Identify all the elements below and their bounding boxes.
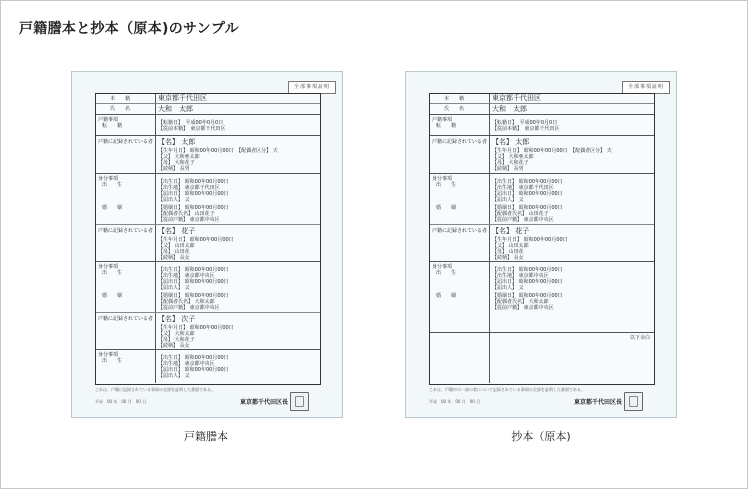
event-field: 【従前戸籍】 東京都中央区 <box>158 305 220 311</box>
event-field: 【婚姻日】 昭和00年00月00日 <box>158 293 229 299</box>
honseki-row <box>96 94 320 104</box>
certification-note: これは、戸籍に記録されている事項の全部を証明した書面である。 <box>95 387 215 392</box>
mibun-label: 身分事項 <box>98 352 119 358</box>
person1-field: 【生年月日】 昭和00年00月00日 【配偶者区分】 夫 <box>158 148 278 154</box>
person1-field: 【母】 大和花子 <box>158 160 195 166</box>
register-table <box>429 93 655 385</box>
caption-tohon: 戸籍謄本 <box>184 430 228 443</box>
person2-field: 【父】 山田太郎 <box>158 243 195 249</box>
person1-field: 【続柄】 長男 <box>492 166 524 172</box>
konin-label: 婚 姻 <box>102 205 123 211</box>
koseki-tohon-document <box>71 71 343 418</box>
event-field: 【従前戸籍】 東京都中央区 <box>158 217 220 223</box>
mibun-label: 身分事項 <box>432 264 453 270</box>
event-field: 【婚姻日】 昭和00年00月00日 <box>492 205 563 211</box>
event-field: 【従前戸籍】 東京都中央区 <box>492 305 554 311</box>
shussei-label: 出 生 <box>436 182 457 188</box>
event-field: 【出生地】 東京都中央区 <box>492 273 549 279</box>
mibun-label: 身分事項 <box>432 176 453 182</box>
honseki-row <box>430 94 654 104</box>
issue-date: 平成 00 年 00 月 00 日 <box>95 399 147 404</box>
certification-note: これは、戸籍中の一部の者について記録されている事項の全部を証明した書面である。 <box>429 387 585 392</box>
event-field: 【届出人】 父 <box>492 197 524 203</box>
person3-field: 【生年月日】 昭和00年00月00日 <box>158 325 234 331</box>
person2-field: 【母】 山田花 <box>158 249 190 255</box>
tenseki-label: 転 籍 <box>102 123 123 129</box>
person2-field: 【父】 山田太郎 <box>492 243 529 249</box>
certificate-stamp: 全部事項証明 <box>288 81 336 94</box>
event-field: 【配偶者氏名】 山田花子 <box>158 211 215 217</box>
konin-label: 婚 姻 <box>436 293 457 299</box>
person1-field: 【生年月日】 昭和00年00月00日 【配偶者区分】 夫 <box>492 148 612 154</box>
blank-row <box>430 333 654 383</box>
person1-row <box>430 136 654 174</box>
koseki-jikou-line: 【従前本籍】 東京都千代田区 <box>492 126 560 132</box>
person2-name: 【名】 花子 <box>158 227 196 235</box>
event-field: 【届出人】 父 <box>158 285 190 291</box>
honseki-label: 本 籍 <box>444 96 465 102</box>
event-field: 【出生日】 昭和00年00月00日 <box>492 267 563 273</box>
person3-field: 【父】 大和太郎 <box>158 331 195 337</box>
event-field: 【届出人】 父 <box>158 197 190 203</box>
koseki-jikou-row <box>96 115 320 136</box>
honseki-value: 東京都千代田区 <box>492 94 541 102</box>
event-field: 【出生日】 昭和00年00月00日 <box>492 179 563 185</box>
event-field: 【出生地】 東京都中央区 <box>158 273 215 279</box>
kisai-label: 戸籍に記録されている者 <box>432 228 488 234</box>
shimei-label: 氏 名 <box>444 106 465 112</box>
event-field: 【配偶者氏名】 大和太郎 <box>158 299 215 305</box>
person2-field: 【生年月日】 昭和00年00月00日 <box>492 237 568 243</box>
mibun-label: 身分事項 <box>98 176 119 182</box>
event-field: 【出生地】 東京都中央区 <box>158 361 215 367</box>
issuer-name: 東京都千代田区長 <box>574 399 623 406</box>
event-field: 【配偶者氏名】 大和太郎 <box>492 299 549 305</box>
shussei-label: 出 生 <box>102 358 123 364</box>
person3-row <box>96 313 320 350</box>
person1-field: 【続柄】 長男 <box>158 166 190 172</box>
person1-field: 【父】 大和亜太郎 <box>492 154 534 160</box>
shussei-label: 出 生 <box>102 182 123 188</box>
event-field: 【出生日】 昭和00年00月00日 <box>158 179 229 185</box>
person2-field: 【母】 山田花 <box>492 249 524 255</box>
koseki-jikou-line: 【従前本籍】 東京都千代田区 <box>158 126 226 132</box>
shimei-value: 大和 太郎 <box>492 105 527 113</box>
person1-row <box>96 136 320 174</box>
event-field: 【出生地】 東京都千代田区 <box>492 185 554 191</box>
konin-label: 婚 姻 <box>102 293 123 299</box>
event-field: 【届出日】 昭和00年00月00日 <box>158 279 229 285</box>
person3-events-row <box>96 350 320 383</box>
person1-name: 【名】 太郎 <box>158 138 196 146</box>
event-field: 【婚姻日】 昭和00年00月00日 <box>492 293 563 299</box>
tenseki-label: 転 籍 <box>436 123 457 129</box>
person2-row <box>430 225 654 262</box>
person2-field: 【生年月日】 昭和00年00月00日 <box>158 237 234 243</box>
event-field: 【従前戸籍】 東京都中央区 <box>492 217 554 223</box>
caption-shohon: 抄本（原本) <box>511 430 571 443</box>
koseki-jikou-label: 戸籍事項 <box>98 117 119 123</box>
event-field: 【出生日】 昭和00年00月00日 <box>158 355 229 361</box>
event-field: 【届出日】 昭和00年00月00日 <box>492 191 563 197</box>
honseki-value: 東京都千代田区 <box>158 94 207 102</box>
koseki-shohon-document <box>405 71 677 418</box>
shussei-label: 出 生 <box>436 270 457 276</box>
official-seal-icon <box>290 392 309 411</box>
event-field: 【届出人】 父 <box>158 373 190 379</box>
event-field: 【婚姻日】 昭和00年00月00日 <box>158 205 229 211</box>
person2-name: 【名】 花子 <box>492 227 530 235</box>
person2-field: 【続柄】 長女 <box>492 255 524 261</box>
official-seal-icon <box>624 392 643 411</box>
person2-events-row <box>96 262 320 313</box>
certificate-stamp: 全部事項証明 <box>622 81 670 94</box>
shimei-value: 大和 太郎 <box>158 105 193 113</box>
person3-field: 【母】 大和花子 <box>158 337 195 343</box>
koseki-jikou-line: 【転籍日】 平成00年0月0日 <box>492 120 558 126</box>
event-field: 【届出人】 父 <box>492 285 524 291</box>
event-field: 【出生地】 東京都千代田区 <box>158 185 220 191</box>
koseki-jikou-label: 戸籍事項 <box>432 117 453 123</box>
person3-field: 【続柄】 長女 <box>158 343 190 349</box>
mibun-label: 身分事項 <box>98 264 119 270</box>
koseki-jikou-row <box>430 115 654 136</box>
person1-field: 【父】 大和亜太郎 <box>158 154 200 160</box>
kisai-label: 戸籍に記録されている者 <box>98 228 154 234</box>
person2-field: 【続柄】 長女 <box>158 255 190 261</box>
shimei-row <box>96 104 320 115</box>
event-field: 【届出日】 昭和00年00月00日 <box>492 279 563 285</box>
shussei-label: 出 生 <box>102 270 123 276</box>
kisai-label: 戸籍に記録されている者 <box>98 139 154 145</box>
event-field: 【届出日】 昭和00年00月00日 <box>158 191 229 197</box>
person1-events-row <box>430 174 654 225</box>
person3-name: 【名】 次子 <box>158 315 196 323</box>
event-field: 【届出日】 昭和00年00月00日 <box>158 367 229 373</box>
event-field: 【出生日】 昭和00年00月00日 <box>158 267 229 273</box>
page-title: 戸籍謄本と抄本（原本)のサンプル <box>19 21 239 37</box>
person2-events-row <box>430 262 654 333</box>
issue-date: 平成 00 年 00 月 00 日 <box>429 399 481 404</box>
register-table <box>95 93 321 385</box>
issuer-name: 東京都千代田区長 <box>240 399 289 406</box>
person1-name: 【名】 太郎 <box>492 138 530 146</box>
event-field: 【配偶者氏名】 山田花子 <box>492 211 549 217</box>
person1-field: 【母】 大和花子 <box>492 160 529 166</box>
person1-events-row <box>96 174 320 225</box>
kisai-label: 戸籍に記録されている者 <box>98 316 154 322</box>
kisai-label: 戸籍に記録されている者 <box>432 139 488 145</box>
honseki-label: 本 籍 <box>110 96 131 102</box>
person2-row <box>96 225 320 262</box>
shimei-label: 氏 名 <box>110 106 131 112</box>
shimei-row <box>430 104 654 115</box>
ika-yohaku: 以下余白 <box>629 335 650 341</box>
konin-label: 婚 姻 <box>436 205 457 211</box>
koseki-jikou-line: 【転籍日】 平成00年0月0日 <box>158 120 224 126</box>
